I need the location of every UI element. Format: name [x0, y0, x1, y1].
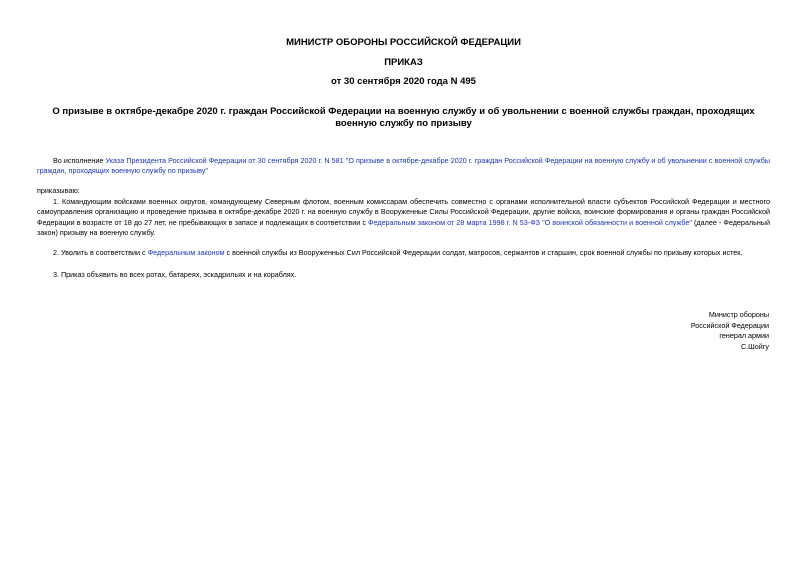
- signature-position: Министр обороны: [708, 310, 769, 319]
- issuer-heading: МИНИСТР ОБОРОНЫ РОССИЙСКОЙ ФЕДЕРАЦИИ: [286, 37, 521, 48]
- intro-text-before: Во исполнение: [53, 156, 106, 165]
- signature-name: С.Шойгу: [740, 341, 769, 351]
- signature-organization: Российской Федерации: [690, 320, 769, 330]
- document-type-heading: ПРИКАЗ: [384, 57, 423, 68]
- paragraph-item-3: 3. Приказ объявить во всех ротах, батареях, эскадрильях и на кораблях.: [53, 270, 297, 279]
- document-title: О призыве в октябре-декабре 2020 г. граждан Российской Федерации на военную службу и об увольнении с военной службы граждан, проходящих военную службу по призыву: [52, 106, 755, 129]
- order-word: приказываю:: [37, 186, 80, 195]
- item1-text-after: (далее - Федеральный закон) призыву на военную службу.: [37, 217, 770, 238]
- paragraph-intro: [37, 156, 770, 177]
- item2-text-before: 2. Уволить в соответствии с: [53, 248, 148, 257]
- federal-law-link[interactable]: Федеральным законом: [147, 248, 225, 257]
- signature-block: [569, 310, 769, 352]
- paragraph-item-2: [37, 248, 770, 258]
- paragraph-item-1: [37, 197, 770, 239]
- decree-link[interactable]: Указа Президента Российской Федерации от 30 сентября 2020 г. N 581 "О призыве в октябре-декабре 2020 г. граждан Российской Федерации на военную службу и об увольнении с военной службы граждан, проходящих военную службу по призыву": [37, 156, 770, 176]
- item2-text-after: с военной службы из Вооруженных Сил Российской Федерации солдат, матросов, сержантов и старшин, срок военной службы по призыву которых истек.: [224, 248, 743, 257]
- item1-text-before: 1. Командующим войсками военных округов, командующему Северным флотом, военным комиссарам обеспечить совместно с органами исполнительной власти субъектов Российской Федерации и местного самоуправления организацию и проведение призыва в октябре-декабре 2020 г. на военную службу в Вооруженные Силы Российской Федерации, другие войска, воинские формирования и органы граждан Российской Федерации в возрасте от 18 до 27 лет, не пребывающих в запасе и подлежащих в соответствии с: [37, 197, 770, 227]
- federal-law-link-full[interactable]: Федеральным законом от 28 марта 1998 г. N 53-ФЗ "О воинской обязанности и военной службе": [368, 217, 692, 227]
- signature-rank: генерал армии: [719, 331, 769, 341]
- document-date-number: от 30 сентября 2020 года N 495: [331, 76, 476, 87]
